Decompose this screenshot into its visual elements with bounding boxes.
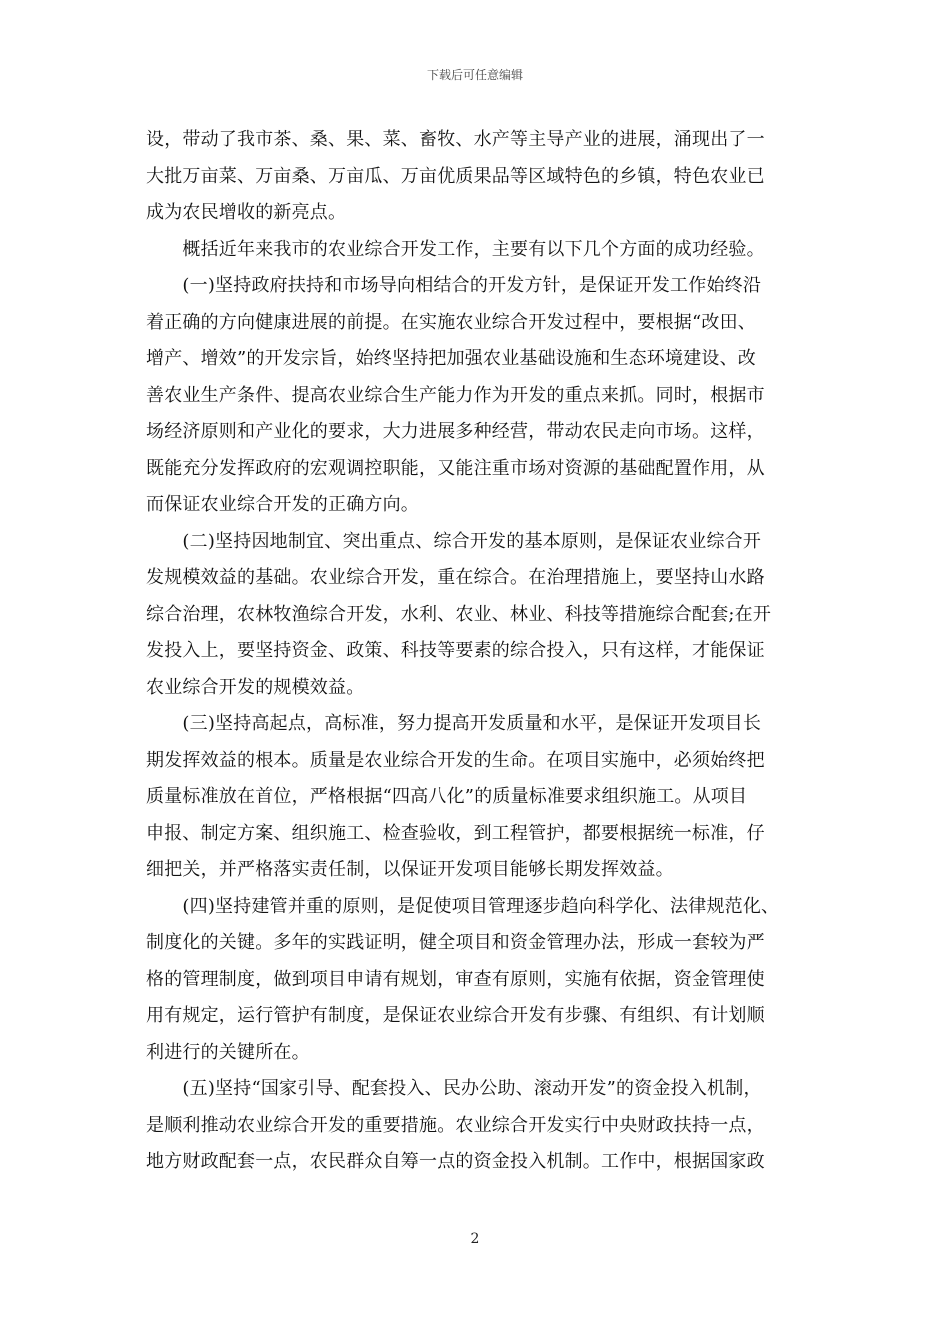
paragraph-continuation: 设，带动了我市茶、桑、果、菜、畜牧、水产等主导产业的进展，涌现出了一 大批万亩菜、万亩桑、万亩瓜、万亩优质果品等区域特色的乡镇，特色农业已 成为农民增收的新亮点。 (146, 129, 765, 223)
document-body (146, 122, 808, 1181)
paragraph-point-2: (二)坚持因地制宜、突出重点、综合开发的基本原则，是保证农业综合开 发规模效益的基础。农业综合开发，重在综合。在治理措施上，要坚持山水路 综合治理，农林牧渔综合开发，水利、农业、林业、科技等措施综合配套;在开 发投入上，要坚持资金、政策、科技等要素的综合投入，只有这样，才能保证 农业综合开发的规模效益。 (146, 530, 772, 698)
paragraph-point-1: (一)坚持政府扶持和市场导向相结合的开发方针，是保证开发工作始终沿 着正确的方向健康进展的前提。在实施农业综合开发过程中，要根据“改田、 增产、增效”的开发宗旨，始终坚持把加强农业基础设施和生态环境建设、改 善农业生产条件、提高农业综合生产能力作为开发的重点来抓。同时，根据市 场经济原则和产业化的要求，大力进展多种经营，带动农民走向市场。这样， 既能充分发挥政府的宏观调控职能，又能注重市场对资源的基础配置作用，从 而保证农业综合开发的正确方向。 (146, 275, 765, 515)
page-header: 下载后可任意编辑 (426, 68, 523, 82)
paragraph-point-4: (四)坚持建管并重的原则，是促使项目管理逐步趋向科学化、法律规范化、 制度化的关键。多年的实践证明，健全项目和资金管理办法，形成一套较为严 格的管理制度，做到项目申请有规划，审查有原则，实施有依据，资金管理使 用有规定，运行管护有制度，是保证农业综合开发有步骤、有组织、有计划顺 利进行的关键所在。 (146, 895, 780, 1063)
page-number: 2 (470, 1231, 480, 1247)
paragraph-point-3: (三)坚持高起点，高标准，努力提高开发质量和水平，是保证开发项目长 期发挥效益的根本。质量是农业综合开发的生命。在项目实施中，必须始终把 质量标准放在首位，严格根据“四高八化”的质量标准要求组织施工。从项目 申报、制定方案、组织施工、检查验收，到工程管护，都要根据统一标准，仔 细把关，并严格落实责任制，以保证开发项目能够长期发挥效益。 (146, 713, 765, 880)
paragraph-point-5: (五)坚持“国家引导、配套投入、民办公助、滚动开发”的资金投入机制， 是顺利推动农业综合开发的重要措施。农业综合开发实行中央财政扶持一点， 地方财政配套一点，农民群众自筹一点的资金投入机制。工作中，根据国家政 (146, 1078, 765, 1172)
paragraph-summary: 概括近年来我市的农业综合开发工作，主要有以下几个方面的成功经验。 (146, 238, 765, 260)
